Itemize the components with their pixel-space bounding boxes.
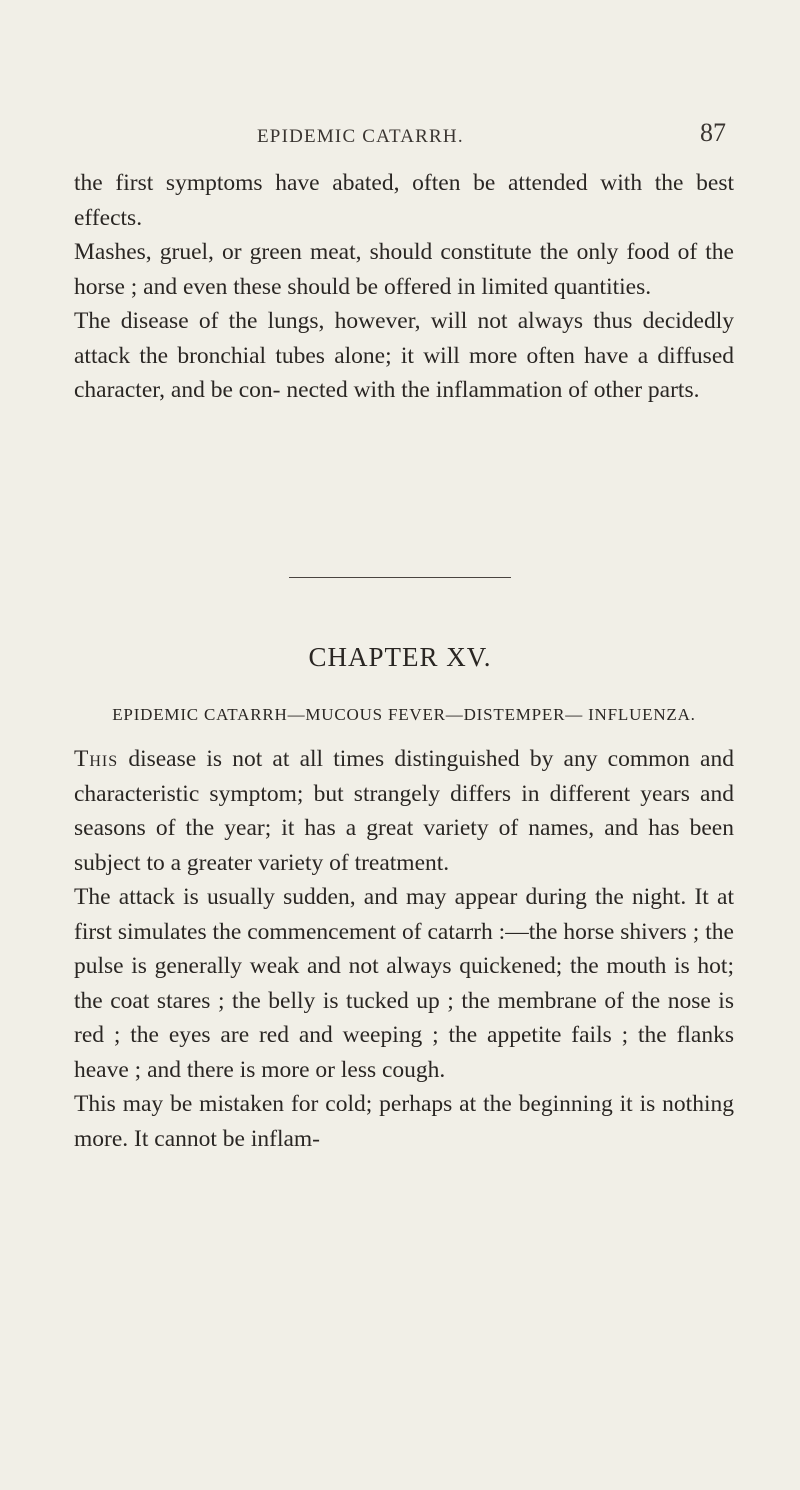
text-block-bottom: [74, 742, 734, 1156]
page-number: 87: [700, 118, 726, 147]
paragraph: This may be mistaken for cold; perhaps at the beginning it is nothing more. It cannot be inflam-: [74, 1091, 734, 1152]
text-block-top: [74, 166, 734, 408]
chapter-subtitle: EPIDEMIC CATARRH—MUCOUS FEVER—DISTEMPER— INFLUENZA.: [112, 705, 696, 724]
paragraph: [74, 742, 734, 880]
chapter-heading: CHAPTER XV.: [308, 642, 492, 672]
running-head: [0, 118, 800, 158]
section-divider: [289, 577, 511, 578]
paragraph: Mashes, gruel, or green meat, should constitute the only food of the horse ; and even these should be offered in limited quantities.: [74, 239, 734, 300]
running-title: EPIDEMIC CATARRH.: [257, 126, 464, 147]
paragraph-text: disease is not at all times distinguished by any common and characteristic symptom; but strangely differs in different years and seasons of the year; it has a great variety of names, and has been subject to a greater variety of treatment.: [74, 746, 734, 876]
paragraph-lead: This: [74, 746, 119, 772]
paragraph: The disease of the lungs, however, will not always thus decidedly attack the bronchial tubes alone; it will more often have a diffused character, and be con- nected with the inflammation of other parts.: [74, 308, 734, 403]
paragraph: the first symptoms have abated, often be attended with the best effects.: [74, 170, 734, 231]
paragraph: The attack is usually sudden, and may appear during the night. It at first simulates the commencement of catarrh :—the horse shivers ; the pulse is generally weak and not always quickened; the mouth is hot; the coat stares ; the belly is tucked up ; the membrane of the nose is red ; the eyes are red and weeping ; the appetite fails ; the flanks heave ; and there is more or less cough.: [74, 884, 734, 1083]
